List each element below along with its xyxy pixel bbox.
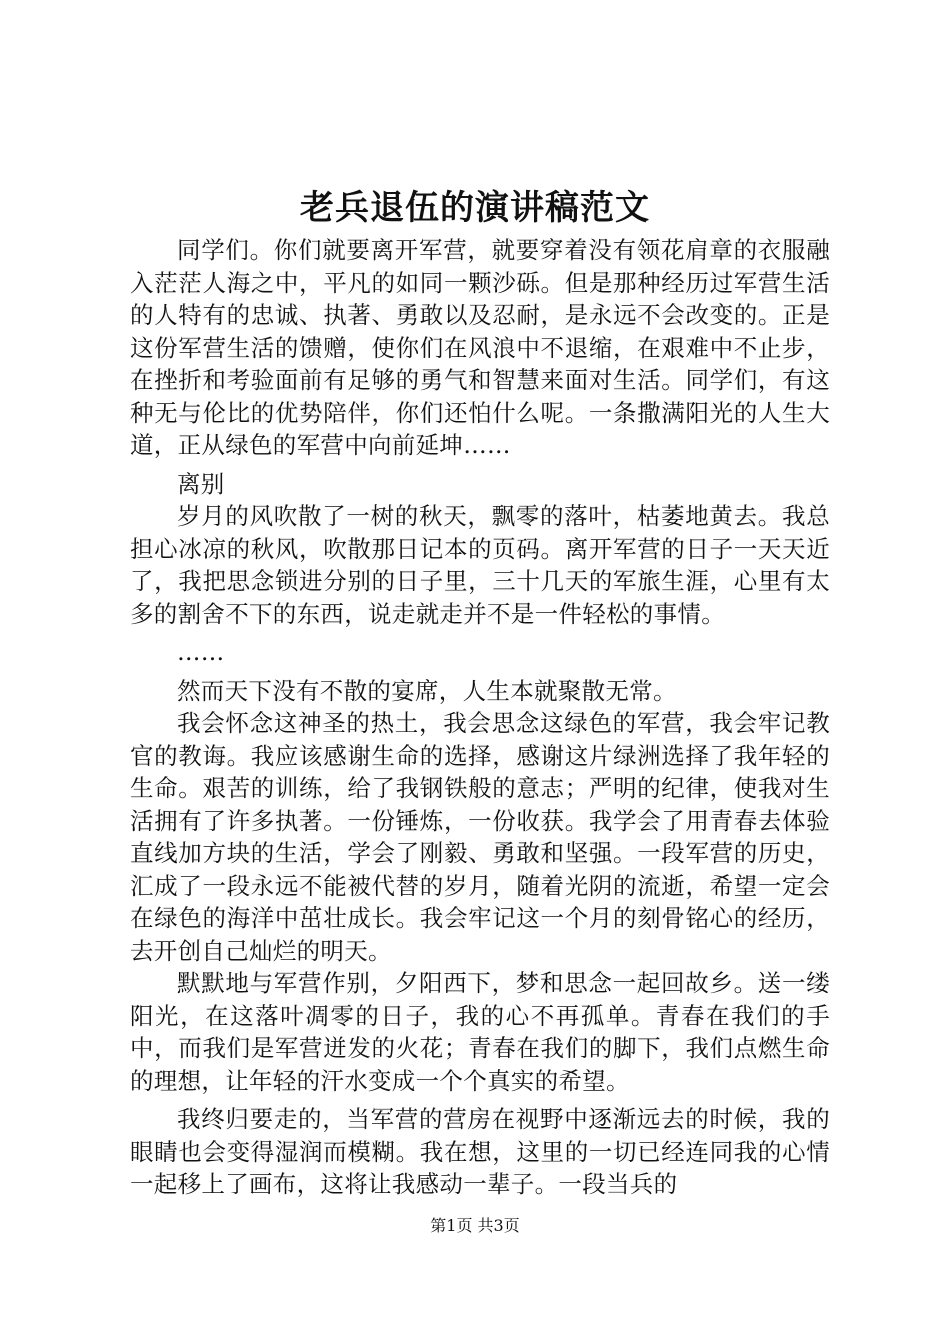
paragraph-banquet: 然而天下没有不散的宴席，人生本就聚散无常。 [177, 676, 677, 705]
paragraph-goodbye: 默默地与军营作别，夕阳西下，梦和思念一起回故乡。送一缕阳光，在这落叶凋零的日子，我的心不再孤单。青春在我们的手中，而我们是军营迸发的火花；青春在我们的脚下，我们点燃生命的理想，让年轻的汗水变成一个个真实的希望。 [130, 969, 830, 1095]
paragraph-autumn: 岁月的风吹散了一树的秋天，飘零的落叶，枯萎地黄去。我总担心冰凉的秋风，吹散那日记本的页码。离开军营的日子一天天近了，我把思念锁进分别的日子里，三十几天的军旅生涯，心里有太多的割舍不下的东西，说走就走并不是一件轻松的事情。 [130, 502, 830, 628]
paragraph-leaving: 我终归要走的，当军营的营房在视野中逐渐远去的时候，我的眼睛也会变得湿润而模糊。我在想，这里的一切已经连同我的心情一起移上了画布，这将让我感动一辈子。一段当兵的 [130, 1105, 830, 1198]
paragraph-intro: 同学们。你们就要离开军营，就要穿着没有领花肩章的衣服融入茫茫人海之中，平凡的如同一颗沙砾。但是那种经历过军营生活的人特有的忠诚、执著、勇敢以及忍耐，是永远不会改变的。正是这份军营生活的馈赠，使你们在风浪中不退缩，在艰难中不止步，在挫折和考验面前有足够的勇气和智慧来面对生活。同学们，有这种无与伦比的优势陪伴，你们还怕什么呢。一条撒满阳光的人生大道，正从绿色的军营中向前延坤…… [130, 236, 830, 459]
paragraph-remember: 我会怀念这神圣的热土，我会思念这绿色的军营，我会牢记教官的教诲。我应该感谢生命的选择，感谢这片绿洲选择了我年轻的生命。艰苦的训练，给了我钢铁般的意志；严明的纪律，使我对生活拥有了许多执著。一份锤炼，一份收获。我学会了用青春去体验直线加方块的生活，学会了刚毅、勇敢和坚强。一段军营的历史，汇成了一段永远不能被代替的岁月，随着光阴的流逝，希望一定会在绿色的海洋中茁壮成长。我会牢记这一个月的刻骨铭心的经历，去开创自己灿烂的明天。 [130, 709, 830, 965]
page-number-footer: 第1页 共3页 [430, 1216, 520, 1235]
document-title: 老兵退伍的演讲稿范文 [300, 188, 650, 228]
paragraph-ellipsis: …… [177, 638, 225, 666]
paragraph-heading-farewell: 离别 [177, 469, 225, 498]
document-body [130, 234, 830, 1201]
